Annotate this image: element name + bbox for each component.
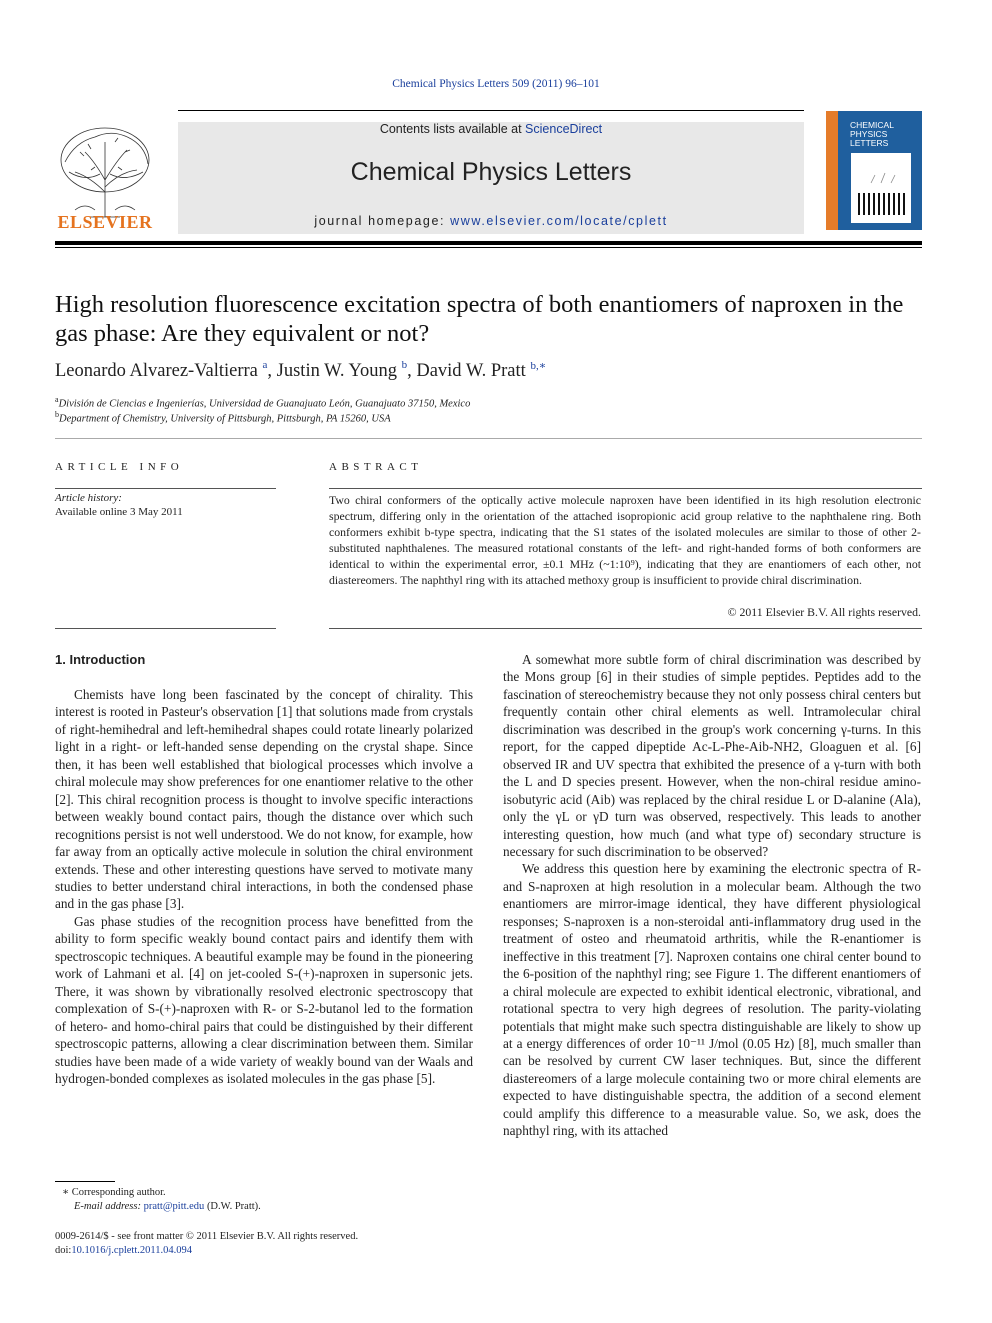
- journal-masthead: [178, 122, 804, 234]
- affiliation-mark: a: [55, 395, 59, 404]
- affiliation-mark[interactable]: b,∗: [530, 360, 547, 372]
- cover-spectrum-icon: [851, 153, 911, 223]
- contents-prefix: Contents lists available at: [379, 122, 526, 136]
- divider: [329, 628, 922, 629]
- elsevier-wordmark: ELSEVIER: [57, 212, 153, 232]
- author-name[interactable]: Leonardo Alvarez-Valtierra: [55, 361, 258, 381]
- doi-line: [55, 1245, 192, 1256]
- email-label: E-mail address:: [74, 1201, 144, 1212]
- copyright-line: © 2011 Elsevier B.V. All rights reserved.: [727, 605, 921, 619]
- email-suffix: (D.W. Pratt).: [204, 1201, 261, 1212]
- divider: [55, 488, 276, 489]
- history-label: Article history:: [55, 492, 122, 504]
- affiliation-text: División de Ciencias e Ingenierías, Universidad de Guanajuato León, Guanajuato 37150, Mexico: [58, 398, 471, 410]
- abstract-heading: ABSTRACT: [329, 461, 423, 473]
- divider: [55, 628, 276, 629]
- journal-homepage: [178, 214, 804, 228]
- author-name[interactable]: Justin W. Young: [276, 361, 397, 381]
- affiliation: [55, 410, 925, 425]
- cover-title: [850, 121, 894, 148]
- homepage-link[interactable]: www.elsevier.com/locate/cplett: [450, 214, 668, 228]
- author-list: Leonardo Alvarez-Valtierra $^a$, Justin W. Young $^b$, David W. Pratt $^{b,∗}$: [55, 359, 547, 381]
- corresponding-author-note: ∗ Corresponding author.: [62, 1187, 166, 1198]
- section-heading: 1. Introduction: [55, 652, 146, 667]
- email-link[interactable]: pratt@pitt.edu: [143, 1201, 205, 1212]
- sciencedirect-link[interactable]: ScienceDirect: [525, 122, 603, 136]
- author-name[interactable]: David W. Pratt: [416, 361, 526, 381]
- header-rule-thin: [55, 247, 922, 248]
- affiliation-text: Department of Chemistry, University of Pittsburgh, Pittsburgh, PA 15260, USA: [59, 413, 391, 425]
- article-info-heading: ARTICLE INFO: [55, 461, 184, 473]
- journal-title: Chemical Physics Letters: [350, 158, 632, 186]
- body-column-right: [503, 651, 921, 1140]
- article-title: High resolution fluorescence excitation spectra of both enantiomers of naproxen in the gas phase: Are they equivalent or not?: [55, 291, 904, 347]
- body-column-left: [55, 686, 473, 1087]
- journal-cover-thumbnail[interactable]: [826, 111, 922, 230]
- cover-title-line: CHEMICAL: [850, 120, 894, 130]
- doi-link[interactable]: 10.1016/j.cplett.2011.04.094: [71, 1245, 192, 1256]
- affiliation-mark: b: [55, 410, 59, 419]
- cover-title-line: LETTERS: [850, 138, 889, 148]
- doi-label: doi:: [55, 1245, 72, 1256]
- homepage-label: journal homepage:: [314, 214, 451, 228]
- abstract-text: Two chiral conformers of the optically active molecule naproxen have been identified in its high resolution electronic spectrum, differing only in the orientation of the attached isopropionic acid group relative to the naphthalene ring. Both conformers exhibit b-type spectra, indicating that the S1 states of the isolated molecules are similar to those of other 2-substituted naphthalenes. The measured rotational constants of the left- and right-handed forms of both conformers are identical to within the experimental error, ±0.1 MHz (~1:10⁹), indicating that they are enantiomers of each other, not diastereomers. The naphthyl ring with its attached methoxy group is insufficient to provide chiral discrimination.: [329, 493, 921, 587]
- header-rule: [178, 110, 804, 111]
- front-matter-line: 0009-2614/$ - see front matter © 2011 Elsevier B.V. All rights reserved.: [55, 1231, 359, 1242]
- email-note: [74, 1201, 261, 1212]
- divider: [55, 438, 922, 439]
- body-paragraph: A somewhat more subtle form of chiral discrimination was described by the Mons group [6] in their studies of simple peptides. Peptides add to the fascination of stereochemistry because they not only possess chiral centers but frequently contain other chiral elements as well. Intramolecular chiral discrimination was described in the group's work concerning γ-turns. In this report, for the capped dipeptide Ac-L-Phe-Aib-NH2, Gloaguen et al. [6] observed IR and UV spectra that exhibited the presence of a γ-turn with both the L and D species present. However, when the non-chiral residue amino-isobutyric acid (Aib) was replaced by the chiral residue L or D-alanine (Ala), only the γL or γD turn was observed, respectively. This leads to another interesting question, how much (and what type of) secondary structure is necessary for such discrimination to be observed?: [503, 652, 921, 859]
- divider: [329, 488, 922, 489]
- cover-title-line: PHYSICS: [850, 129, 888, 139]
- body-paragraph: Gas phase studies of the recognition process have benefitted from the ability to form specific weakly bound contact pairs and identify them with spectroscopic techniques. A beautiful example may be found in the pioneering work of Lahmani et al. [4] on jet-cooled S-(+)-naproxen in supersonic jets. There, it was shown by vibrationally resolved electronic spectroscopy that complexation of S-(+)-naproxen with R- or S-2-butanol led to the formation of hetero- and homo-chiral pairs that could be distinguished by their different spectroscopic patterns, allowing a clear discrimination between them. Similar studies have been made of a wide variety of weakly bound van der Waals and hydrogen-bonded complexes as isolated molecules in the gas phase [5].: [55, 913, 473, 1086]
- affiliation-mark[interactable]: a: [262, 359, 268, 371]
- affiliation-mark[interactable]: b: [401, 359, 408, 371]
- contents-line: [178, 122, 804, 136]
- affiliation: [55, 395, 925, 410]
- header-rule-thick: [55, 241, 922, 245]
- body-paragraph: Chemists have long been fascinated by the concept of chirality. This interest is rooted in Pasteur's observation [1] that solutions made from crystals of right-hemihedral and left-hemihedral shapes could rotate linearly polarized light in a right- or left-handed sense depending on the crystal shape. Since then, it has been well established that biological processes which involve a chiral molecule may show preferences for one enantiomer relative to the other [2]. This chiral recognition process is thought to involve specific interactions between weakly bound contact pairs, though the distance over which such recognitions persist is not well understood. We do not know, for example, how far away from an optically active molecule in solution the chiral environment extends. These and other interesting questions have served to motivate many studies to better understand chiral interactions, in both the condensed phase and in the gas phase [3].: [55, 687, 473, 912]
- footnote-rule: [55, 1181, 115, 1182]
- history-value: Available online 3 May 2011: [55, 506, 183, 518]
- body-paragraph: We address this question here by examining the electronic spectra of R- and S-naproxen at high resolution in a molecular beam. Although the two enantiomers are mirror-image identical, they have different physiological responses; S-naproxen is a non-steroidal anti-inflammatory drug used in the treatment of osteo and rheumatoid arthritis, while the R-enantiomer is ineffective in this treatment [7]. Naproxen contains one chiral center bound to the 6-position of the naphthyl ring; see Figure 1. The different enantiomers of a chiral molecule are expected to exhibit identical electronic, vibrational, and rotational spectra to very high degrees of resolution. The parity-violating potentials that might make such spectra distinguishable are likely to show up at a energy differences of order 10⁻¹¹ J/mol (0.05 Hz) [8], much smaller than can be resolved by current CW laser techniques. But, since the different diastereomers of a large molecule containing two or more chiral elements are expected to have distinguishable spectra, the addition of a second element could amplify this difference to a measurable value. So, we ask, does the naphthyl ring, with its attached: [503, 861, 921, 1139]
- journal-reference-link[interactable]: Chemical Physics Letters 509 (2011) 96–101: [392, 78, 600, 90]
- cover-strip: [826, 111, 838, 230]
